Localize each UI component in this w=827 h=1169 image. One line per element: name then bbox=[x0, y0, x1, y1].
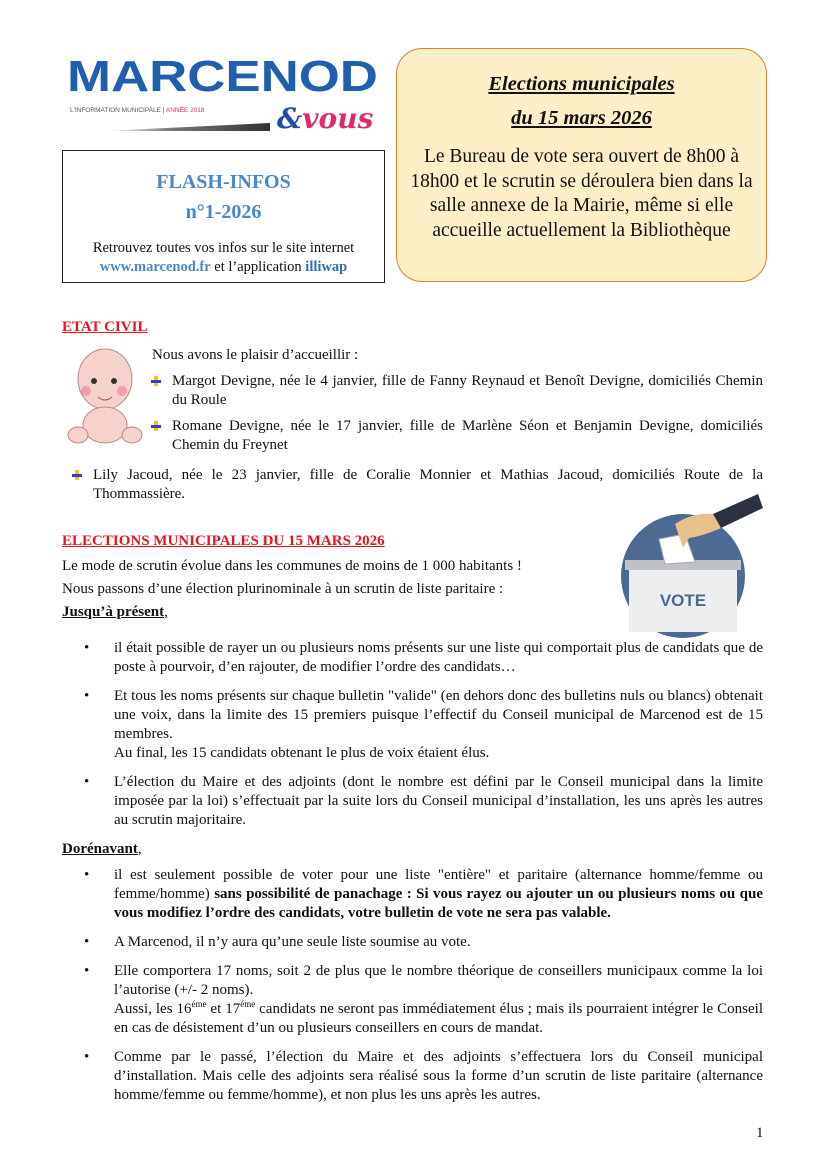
list-item: • il est seulement possible de voter pour une liste "entière" et paritaire (alternance homme/femme ou femme/homme) sans possibilité de panachage : Si vous rayez ou ajouter un ou plusieurs noms ou que vous modifiez l’ordre des candidats, votre bulletin de vote ne sera pas valable. bbox=[62, 866, 763, 923]
bullet-arrow-icon bbox=[151, 421, 161, 431]
elections-heading: ELECTIONS MUNICIPALES DU 15 MARS 2026 bbox=[62, 533, 385, 549]
callout-title: Elections municipales bbox=[488, 73, 675, 95]
before-list bbox=[62, 639, 763, 830]
warning-text: sans possibilité de panachage : Si vous rayez ou ajouter un ou plusieurs noms ou que vous modifiez l’ordre des candidats, votre bulletin de vote ne sera pas valable. bbox=[114, 886, 763, 921]
logo-bar bbox=[105, 123, 270, 131]
logo-subtitle: L'INFORMATION MUNICIPALE | ANNÉE 2018 bbox=[70, 107, 205, 114]
etat-civil-intro: Nous avons le plaisir d’accueillir : bbox=[152, 347, 359, 363]
flash-infos-box bbox=[62, 150, 385, 283]
subheading-before: Jusqu’à présent, bbox=[62, 604, 168, 620]
flash-number: n°1-2026 bbox=[185, 201, 262, 223]
paragraph: Le mode de scrutin évolue dans les communes de moins de 1 000 habitants ! bbox=[62, 558, 522, 574]
app-link[interactable]: illiwap bbox=[305, 259, 348, 275]
vote-illustration bbox=[603, 494, 763, 639]
marcenod-logo bbox=[65, 53, 383, 137]
website-link[interactable]: www.marcenod.fr bbox=[99, 259, 211, 275]
list-item: • A Marcenod, il n’y aura qu’une seule liste soumise au vote. bbox=[62, 933, 763, 952]
logo-vous: &vous bbox=[277, 102, 374, 135]
vote-label: VOTE bbox=[659, 591, 707, 610]
list-item: • Elle comportera 17 noms, soit 2 de plus que le nombre théorique de conseillers municipaux comme la loi l’autorise (+/- 2 noms). Aussi, les $16^{éme}$ et $17^{éme}$ candidats ne seront pas immédiatement élus ; mais ils pourraient intégrer le Conseil en cas de désistement d’un ou plusieurs conseillers en cours de mandat. bbox=[62, 962, 763, 1038]
list-item: • L’élection du Maire et des adjoints (dont le nombre est défini par le Conseil municipal dans la limite imposée par la loi) s’effectuait par la suite lors du Conseil municipal d’installation, les uns après les autres au scrutin majoritaire. bbox=[62, 773, 763, 830]
elections-section bbox=[62, 532, 763, 1105]
bullet-arrow-icon bbox=[151, 376, 161, 386]
etat-civil-heading: ETAT CIVIL bbox=[62, 319, 148, 335]
birth-item: Margot Devigne, née le 4 janvier, fille de Fanny Reynaud et Benoît Devigne, domiciliés Chemin du Roule bbox=[172, 372, 763, 410]
subheading-after: Dorénavant, bbox=[62, 841, 142, 857]
baby-illustration bbox=[66, 345, 144, 449]
birth-item: Lily Jacoud, née le 23 janvier, fille de Coralie Monnier et Mathias Jacoud, domiciliés Route de la Thommassière. bbox=[93, 462, 763, 504]
paragraph: Nous passons d’une élection plurinominale à un scrutin de liste paritaire : bbox=[62, 581, 504, 597]
callout-date: du 15 mars 2026 bbox=[511, 107, 652, 129]
list-item: • Comme par le passé, l’élection du Maire et des adjoints s’effectuera lors du Conseil municipal d’installation. Mais celle des adjoints sera réalisé sous la forme d’un scrutin de liste paritaire (alternance homme/femme ou femme/homme), et non plus les uns après les autres. bbox=[62, 1048, 763, 1105]
birth-item: Romane Devigne, née le 17 janvier, fille de Marlène Séon et Benjamin Devigne, domiciliés Chemin du Freynet bbox=[172, 417, 763, 455]
logo-title: MARCENOD bbox=[67, 52, 378, 101]
page-body bbox=[62, 318, 763, 1115]
flash-title: FLASH-INFOS bbox=[156, 171, 291, 193]
after-list bbox=[62, 866, 763, 1105]
elections-callout bbox=[396, 48, 767, 282]
list-item: • il était possible de rayer un ou plusieurs noms présents sur une liste qui comportait plus de candidats que de poste à pourvoir, d’en rajouter, de modifier l’ordre des candidats… bbox=[62, 639, 763, 677]
page-number: 1 bbox=[756, 1125, 764, 1141]
flash-description: Retrouvez toutes vos infos sur le site internet www.marcenod.fr et l’application illiwap bbox=[92, 240, 355, 275]
list-item: • Et tous les noms présents sur chaque bulletin "valide" (en dehors donc des bulletins nuls ou blancs) obtenait une voix, dans la limite des 15 premiers puisque l’effectif du Conseil municipal de Marcenod est de 15 membres. Au final, les 15 candidats obtenant le plus de voix étaient élus. bbox=[62, 687, 763, 763]
bullet-arrow-icon bbox=[72, 470, 82, 480]
callout-body: Le Bureau de vote sera ouvert de 8h00 à 18h00 et le scrutin se déroulera bien dans la salle annexe de la Mairie, même si elle accueille actuellement la Bibliothèque bbox=[410, 146, 753, 241]
